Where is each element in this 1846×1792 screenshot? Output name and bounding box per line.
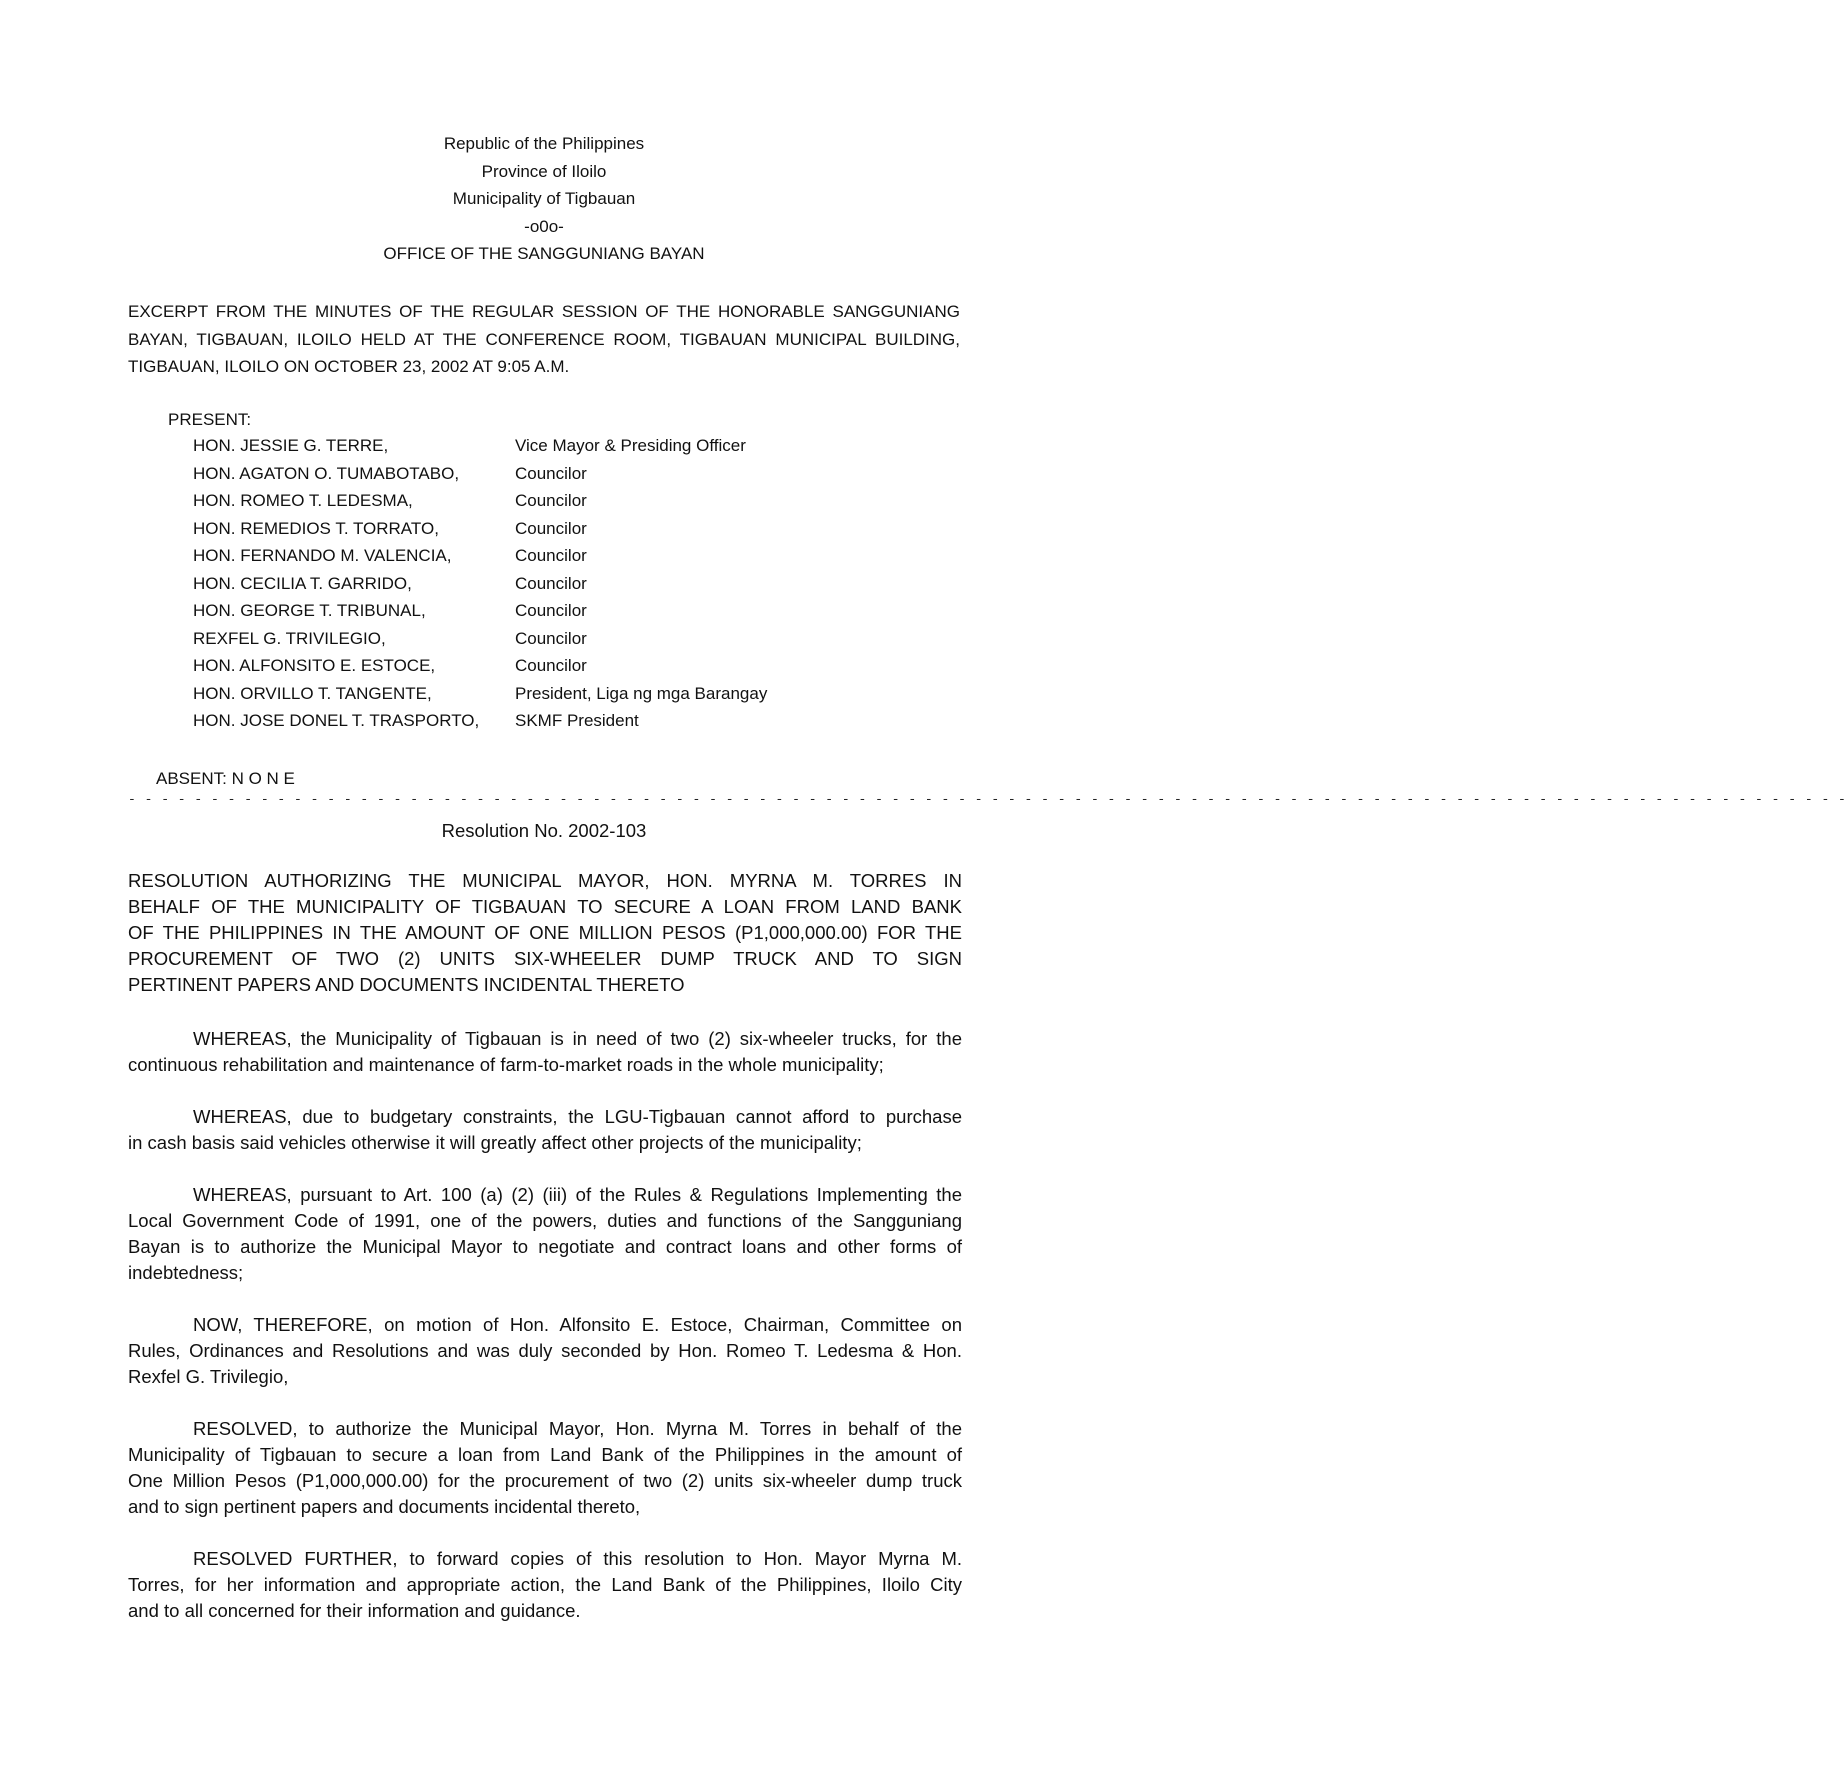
attendee-role: Councilor <box>515 573 587 593</box>
paragraph-line: Bayan is to authorize the Municipal Mayor to negotiate and contract loans and other forms of <box>128 1236 962 1257</box>
paragraph-line: One Million Pesos (P1,000,000.00) for the procurement of two (2) units six-wheeler dump truck <box>128 1470 962 1491</box>
attendee-row <box>193 707 893 735</box>
paragraph-line: RESOLVED, to authorize the Municipal Mayor, Hon. Myrna M. Torres in behalf of the <box>193 1418 962 1439</box>
attendee-name: HON. FERNANDO M. VALENCIA, <box>193 546 452 565</box>
attendee-role: Councilor <box>515 546 587 565</box>
attendee-role: Councilor <box>515 463 587 483</box>
attendee-row <box>193 680 893 708</box>
present-label: PRESENT: <box>168 410 252 429</box>
paragraph-line: in cash basis said vehicles otherwise it will greatly affect other projects of the municipality; <box>128 1132 862 1153</box>
paragraph-line: RESOLVED FURTHER, to forward copies of this resolution to Hon. Mayor Myrna M. <box>193 1548 962 1569</box>
title-line: OF THE PHILIPPINES IN THE AMOUNT OF ONE MILLION PESOS (P1,000,000.00) FOR THE <box>128 922 962 943</box>
paragraph-line: and to all concerned for their information and guidance. <box>128 1600 581 1621</box>
paragraph-line: WHEREAS, the Municipality of Tigbauan is in need of two (2) six-wheeler trucks, for the <box>193 1028 962 1049</box>
attendee-name: HON. GEORGE T. TRIBUNAL, <box>193 601 426 620</box>
title-line: BEHALF OF THE MUNICIPALITY OF TIGBAUAN TO SECURE A LOAN FROM LAND BANK <box>128 896 962 917</box>
attendee-name: HON. ORVILLO T. TANGENTE, <box>193 683 432 703</box>
paragraph-line: indebtedness; <box>128 1262 244 1283</box>
attendee-row <box>193 652 893 680</box>
header-province: Province of Iloilo <box>481 161 607 181</box>
title-line: PERTINENT PAPERS AND DOCUMENTS INCIDENTAL THERETO <box>128 974 685 995</box>
resolved-paragraph <box>128 1416 962 1520</box>
header-office: OFFICE OF THE SANGGUNIANG BAYAN <box>383 244 705 263</box>
paragraph-line: Municipality of Tigbauan to secure a loan from Land Bank of the Philippines in the amount of <box>128 1444 962 1465</box>
whereas-paragraph-1 <box>128 1026 962 1078</box>
attendee-row <box>193 432 893 460</box>
attendee-row <box>193 487 893 515</box>
title-line: PROCUREMENT OF TWO (2) UNITS SIX-WHEELER DUMP TRUCK AND TO SIGN <box>128 948 962 969</box>
resolution-number: Resolution No. 2002-103 <box>441 820 647 841</box>
attendee-name: HON. ALFONSITO E. ESTOCE, <box>193 656 436 675</box>
attendee-row <box>193 625 893 653</box>
attendee-name: HON. JOSE DONEL T. TRASPORTO, <box>193 711 480 730</box>
attendees-list <box>193 432 893 735</box>
header-ornament: -o0o- <box>524 216 564 236</box>
attendee-role: President, Liga ng mga Barangay <box>515 683 768 703</box>
paragraph-line: Torres, for her information and appropriate action, the Land Bank of the Philippines, Iloilo City <box>128 1574 962 1595</box>
whereas-paragraph-3 <box>128 1182 962 1286</box>
dashed-separator: - - - - - - - - - - - - - - - - - - - - - - - - - - - - - - - - - - - - - - - - - - - - - - - - - - - - - - - - - - - - - - - - - - - - - - - - - - - - - - - - - - - - - - - - - - - - - - - - - - - - - - - - <box>128 792 1846 807</box>
attendee-name: HON. AGATON O. TUMABOTABO, <box>193 463 460 483</box>
attendee-role: Councilor <box>515 601 587 620</box>
attendee-role: Councilor <box>515 656 587 675</box>
attendee-name: HON. ROMEO T. LEDESMA, <box>193 491 413 510</box>
attendee-row <box>193 542 893 570</box>
attendee-row <box>193 460 893 488</box>
attendee-row <box>193 597 893 625</box>
paragraph-line: NOW, THEREFORE, on motion of Hon. Alfonsito E. Estoce, Chairman, Committee on <box>193 1314 962 1335</box>
attendee-role: Councilor <box>515 491 587 510</box>
attendee-role: Councilor <box>515 628 587 648</box>
therefore-paragraph <box>128 1312 962 1390</box>
whereas-paragraph-2 <box>128 1104 962 1156</box>
paragraph-line: and to sign pertinent papers and documents incidental thereto, <box>128 1496 641 1517</box>
header-municipality: Municipality of Tigbauan <box>452 189 636 208</box>
absent-line: ABSENT: N O N E <box>156 769 295 788</box>
resolved-further-paragraph <box>128 1546 962 1624</box>
paragraph-line: Local Government Code of 1991, one of the powers, duties and functions of the Sangguniang <box>128 1210 962 1231</box>
paragraph-line: Rexfel G. Trivilegio, <box>128 1366 289 1387</box>
document-header <box>0 130 1088 268</box>
attendee-row <box>193 515 893 543</box>
attendee-role: SKMF President <box>515 711 639 730</box>
paragraph-line: continuous rehabilitation and maintenance of farm-to-market roads in the whole municipality; <box>128 1054 884 1075</box>
attendee-name: HON. JESSIE G. TERRE, <box>193 436 389 455</box>
attendee-name: REXFEL G. TRIVILEGIO, <box>193 628 386 648</box>
paragraph-line: WHEREAS, due to budgetary constraints, the LGU-Tigbauan cannot afford to purchase <box>193 1106 962 1127</box>
header-country: Republic of the Philippines <box>443 134 645 153</box>
attendee-name: HON. CECILIA T. GARRIDO, <box>193 573 412 593</box>
attendee-row <box>193 570 893 598</box>
paragraph-line: WHEREAS, pursuant to Art. 100 (a) (2) (iii) of the Rules & Regulations Implementing the <box>193 1184 962 1205</box>
minutes-excerpt: EXCERPT FROM THE MINUTES OF THE REGULAR SESSION OF THE HONORABLE SANGGUNIANG BAYAN, TIGBAUAN, ILOILO HELD AT THE CONFERENCE ROOM, TIGBAUAN MUNICIPAL BUILDING, TIGBAUAN, ILOILO ON OCTOBER 23, 2002 AT 9:05 A.M. <box>128 302 960 376</box>
attendee-role: Councilor <box>515 518 587 538</box>
resolution-title <box>128 868 962 998</box>
attendee-name: HON. REMEDIOS T. TORRATO, <box>193 518 439 538</box>
attendee-role: Vice Mayor & Presiding Officer <box>515 436 746 455</box>
paragraph-line: Rules, Ordinances and Resolutions and was duly seconded by Hon. Romeo T. Ledesma & Hon. <box>128 1340 962 1361</box>
title-line: RESOLUTION AUTHORIZING THE MUNICIPAL MAYOR, HON. MYRNA M. TORRES IN <box>128 870 962 891</box>
